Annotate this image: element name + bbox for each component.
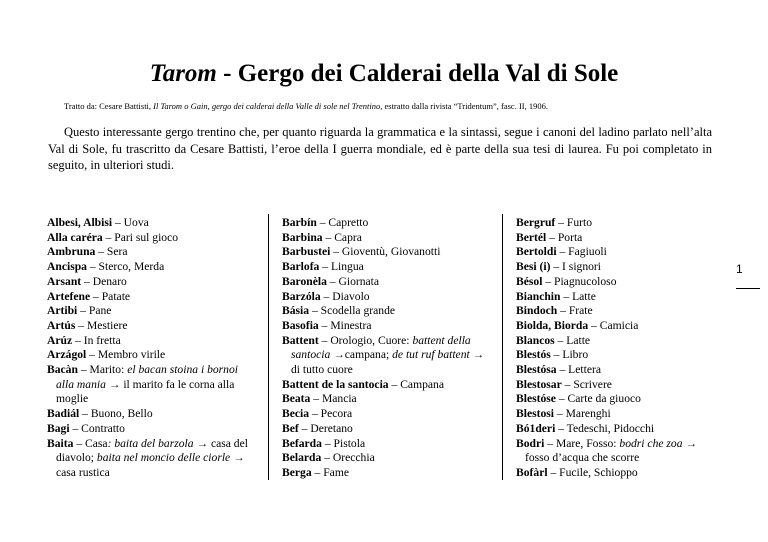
entry-definition: – I signori bbox=[550, 260, 602, 274]
entry-term: Arúz bbox=[47, 333, 73, 347]
glossary-entry bbox=[282, 466, 487, 481]
glossary-entry bbox=[47, 304, 252, 319]
entry-definition: – Giornata bbox=[326, 274, 380, 288]
glossary-entry bbox=[282, 260, 487, 275]
entry-definition: – Mancia bbox=[310, 392, 357, 406]
source-suffix: , estratto dalla rivista “Tridentum”, fasc. II, 1906. bbox=[380, 101, 548, 111]
glossary-column-1 bbox=[47, 216, 252, 481]
entry-term: Artús bbox=[47, 318, 76, 332]
entry-term: Ancispa bbox=[47, 260, 87, 274]
entry-definition: – Tedeschi, Pidocchi bbox=[555, 421, 655, 435]
entry-term: Bertél bbox=[516, 230, 547, 244]
page-title bbox=[0, 60, 768, 88]
entry-term: Biolda, Biorda bbox=[516, 318, 589, 332]
entry-example: battent della santocia bbox=[291, 333, 471, 362]
entry-definition: – Casa bbox=[73, 436, 108, 450]
entry-translation: → il marito fa le corna alla moglie bbox=[56, 377, 235, 406]
glossary-entry bbox=[47, 334, 252, 349]
entry-term: Beata bbox=[282, 392, 311, 406]
entry-term: Barbín bbox=[282, 216, 317, 229]
glossary-entry bbox=[516, 231, 721, 246]
entry-term: Barbina bbox=[282, 230, 323, 244]
entry-definition: – Deretano bbox=[298, 421, 353, 435]
entry-term: Ambruna bbox=[47, 245, 96, 259]
glossary-entry bbox=[516, 334, 721, 349]
entry-term: Battent bbox=[282, 333, 319, 347]
entry-definition: – Mare, Fosso: bbox=[544, 436, 620, 450]
entry-term: Befarda bbox=[282, 436, 322, 450]
entry-term: Barlofa bbox=[282, 260, 320, 274]
entry-term: Artefene bbox=[47, 289, 91, 303]
glossary-entry bbox=[47, 245, 252, 260]
entry-definition: – Furto bbox=[555, 216, 592, 229]
source-note bbox=[64, 101, 548, 111]
glossary-entry bbox=[516, 275, 721, 290]
glossary-entry bbox=[282, 451, 487, 466]
entry-term: Bésol bbox=[516, 274, 543, 288]
glossary-entry bbox=[47, 407, 252, 422]
entry-definition: – Capra bbox=[322, 230, 362, 244]
glossary-entry bbox=[282, 407, 487, 422]
glossary-entry bbox=[516, 319, 721, 334]
glossary-entry bbox=[47, 437, 252, 481]
entry-definition: – Latte bbox=[560, 289, 596, 303]
glossary-entry bbox=[516, 216, 721, 231]
glossary-entry bbox=[282, 290, 487, 305]
source-prefix: Tratto da: Cesare Battisti, bbox=[64, 101, 154, 111]
entry-term: Albesi, Albisi bbox=[47, 216, 113, 229]
entry-definition: – Pari sul gioco bbox=[102, 230, 179, 244]
entry-term: Bef bbox=[282, 421, 299, 435]
entry-definition: – Scodella grande bbox=[309, 304, 396, 318]
glossary-entry bbox=[47, 290, 252, 305]
entry-example: el bacan stoina i bornoi alla mania bbox=[56, 363, 238, 391]
entry-definition: – Lingua bbox=[319, 260, 364, 274]
entry-term: Bó1deri bbox=[516, 421, 556, 435]
entry-example: baita nel moncio delle ciorle bbox=[96, 451, 231, 465]
entry-term: Battent de la santocia bbox=[282, 377, 389, 391]
entry-example: bodri che zoa bbox=[619, 436, 683, 450]
glossary-entry bbox=[47, 319, 252, 334]
entry-definition: – Sera bbox=[95, 245, 128, 259]
column-divider bbox=[268, 214, 269, 480]
glossary-entry bbox=[282, 392, 487, 407]
entry-term: Artibi bbox=[47, 304, 78, 318]
source-work-title: Il Tarom o Gain, gergo dei calderai della Valle di sole nel Trentino bbox=[153, 101, 381, 111]
glossary-entry bbox=[47, 348, 252, 363]
glossary-entry bbox=[47, 231, 252, 246]
entry-definition: – In fretta bbox=[72, 333, 121, 347]
entry-definition: – Pane bbox=[77, 304, 112, 318]
entry-definition: – Camicia bbox=[588, 318, 639, 332]
glossary-entry bbox=[282, 422, 487, 437]
glossary-entry bbox=[282, 275, 487, 290]
glossary-entry bbox=[47, 363, 252, 407]
intro-paragraph: Questo interessante gergo trentino che, per quanto riguarda la grammatica e la sintassi, segue i canoni del ladino parlato nell’alta Val di Sole, fu trascritto da Cesare Battisti, l’eroe della I guerra mondiale, ed è parte della sua tesi di laurea. Fu poi completato in seguito, in ulteriori studi. bbox=[48, 125, 712, 172]
entry-definition: – Uova bbox=[112, 216, 149, 229]
entry-translation: → di tutto cuore bbox=[291, 348, 485, 377]
entry-definition: – Orologio, Cuore: bbox=[318, 333, 413, 347]
entry-example: de tut ruf battent bbox=[392, 348, 470, 362]
column-divider bbox=[502, 214, 503, 480]
glossary-entry bbox=[516, 363, 721, 378]
glossary-entry bbox=[282, 304, 487, 319]
entry-translation: →campana; bbox=[330, 348, 393, 362]
entry-term: Basofia bbox=[282, 318, 319, 332]
page-number: 1 bbox=[736, 262, 743, 276]
glossary-entry bbox=[282, 437, 487, 452]
glossary-entry bbox=[47, 275, 252, 290]
entry-term: Baronèla bbox=[282, 274, 327, 288]
glossary-column-3 bbox=[516, 216, 721, 481]
entry-definition: – Libro bbox=[550, 348, 589, 362]
title-italic: Tarom bbox=[149, 60, 217, 87]
entry-definition: – Mestiere bbox=[75, 318, 128, 332]
entry-term: Belarda bbox=[282, 451, 322, 465]
entry-term: Besi (i) bbox=[516, 260, 551, 274]
entry-definition: – Fucile, Schioppo bbox=[547, 465, 638, 479]
entry-term: Arsant bbox=[47, 274, 82, 288]
entry-definition: – Piagnucoloso bbox=[542, 274, 617, 288]
entry-term: Becia bbox=[282, 407, 310, 421]
glossary-column-2 bbox=[282, 216, 487, 481]
glossary-entry bbox=[282, 231, 487, 246]
glossary-entry bbox=[516, 422, 721, 437]
entry-definition: – Marenghi bbox=[554, 407, 611, 421]
glossary-entry bbox=[516, 392, 721, 407]
glossary-entry bbox=[516, 245, 721, 260]
entry-term: Barzóla bbox=[282, 289, 321, 303]
glossary-entry bbox=[282, 245, 487, 260]
glossary-entry bbox=[47, 422, 252, 437]
entry-definition: – Fame bbox=[311, 465, 349, 479]
entry-term: Blestóse bbox=[516, 392, 556, 406]
entry-term: Blestosi bbox=[516, 407, 555, 421]
entry-definition: – Marito: bbox=[77, 363, 128, 377]
glossary-entry bbox=[47, 260, 252, 275]
glossary-entry bbox=[282, 319, 487, 334]
entry-translation: → fosso d’acqua che scorre bbox=[525, 436, 698, 465]
entry-definition: – Diavolo bbox=[320, 289, 370, 303]
glossary-entry bbox=[516, 260, 721, 275]
entry-term: Badiál bbox=[47, 407, 80, 421]
glossary-entry bbox=[516, 466, 721, 481]
entry-definition: – Patate bbox=[90, 289, 131, 303]
glossary-entry bbox=[516, 290, 721, 305]
entry-definition: – Contratto bbox=[69, 421, 125, 435]
glossary-entry bbox=[516, 378, 721, 393]
entry-definition: – Sterco, Merda bbox=[86, 260, 165, 274]
entry-definition: – Fagiuoli bbox=[556, 245, 607, 259]
entry-term: Blestós bbox=[516, 348, 551, 362]
entry-definition: – Campana bbox=[388, 377, 444, 391]
entry-term: Blancos bbox=[516, 333, 555, 347]
glossary-entry bbox=[282, 378, 487, 393]
entry-translation: → casa del diavolo; bbox=[56, 436, 248, 465]
glossary-entry bbox=[282, 216, 487, 231]
entry-definition: – Scrivere bbox=[561, 377, 612, 391]
glossary-entry bbox=[47, 216, 252, 231]
entry-term: Bodri bbox=[516, 436, 545, 450]
entry-term: Berga bbox=[282, 465, 312, 479]
entry-term: Arzágol bbox=[47, 348, 87, 362]
entry-definition: – Capretto bbox=[316, 216, 369, 229]
entry-definition: – Buono, Bello bbox=[79, 407, 153, 421]
page-number-rule bbox=[736, 288, 760, 289]
entry-definition: – Pecora bbox=[309, 407, 353, 421]
entry-definition: – Membro virile bbox=[86, 348, 166, 362]
entry-example: : baita del barzola bbox=[107, 436, 194, 450]
entry-definition: – Minestra bbox=[318, 318, 372, 332]
entry-definition: – Frate bbox=[557, 304, 593, 318]
entry-translation: → casa rustica bbox=[56, 451, 245, 479]
glossary-entry bbox=[516, 304, 721, 319]
title-rest: - Gergo dei Calderai della Val di Sole bbox=[216, 60, 619, 87]
glossary-entry bbox=[516, 348, 721, 363]
entry-term: Bindoch bbox=[516, 304, 558, 318]
entry-term: Blestósa bbox=[516, 363, 557, 377]
entry-term: Alla caréra bbox=[47, 230, 103, 244]
entry-definition: – Latte bbox=[554, 333, 591, 347]
entry-definition: – Denaro bbox=[81, 274, 127, 288]
entry-definition: – Gioventù, Giovanotti bbox=[330, 245, 441, 259]
glossary-entry bbox=[282, 334, 487, 378]
entry-definition: – Lettera bbox=[556, 363, 601, 377]
entry-definition: – Porta bbox=[546, 230, 583, 244]
entry-term: Básia bbox=[282, 304, 310, 318]
entry-term: Barbustei bbox=[282, 245, 331, 259]
entry-definition: – Orecchia bbox=[321, 451, 375, 465]
entry-term: Bianchin bbox=[516, 289, 561, 303]
glossary-entry bbox=[516, 437, 721, 466]
entry-term: Bacàn bbox=[47, 363, 78, 377]
entry-term: Bergruf bbox=[516, 216, 556, 229]
entry-definition: – Carte da giuoco bbox=[555, 392, 641, 406]
entry-term: Bofàrl bbox=[516, 465, 548, 479]
entry-term: Bertoldi bbox=[516, 245, 557, 259]
glossary-entry bbox=[516, 407, 721, 422]
entry-term: Blestosar bbox=[516, 377, 562, 391]
entry-term: Baita bbox=[47, 436, 74, 450]
entry-definition: – Pistola bbox=[321, 436, 366, 450]
entry-term: Bagi bbox=[47, 421, 70, 435]
